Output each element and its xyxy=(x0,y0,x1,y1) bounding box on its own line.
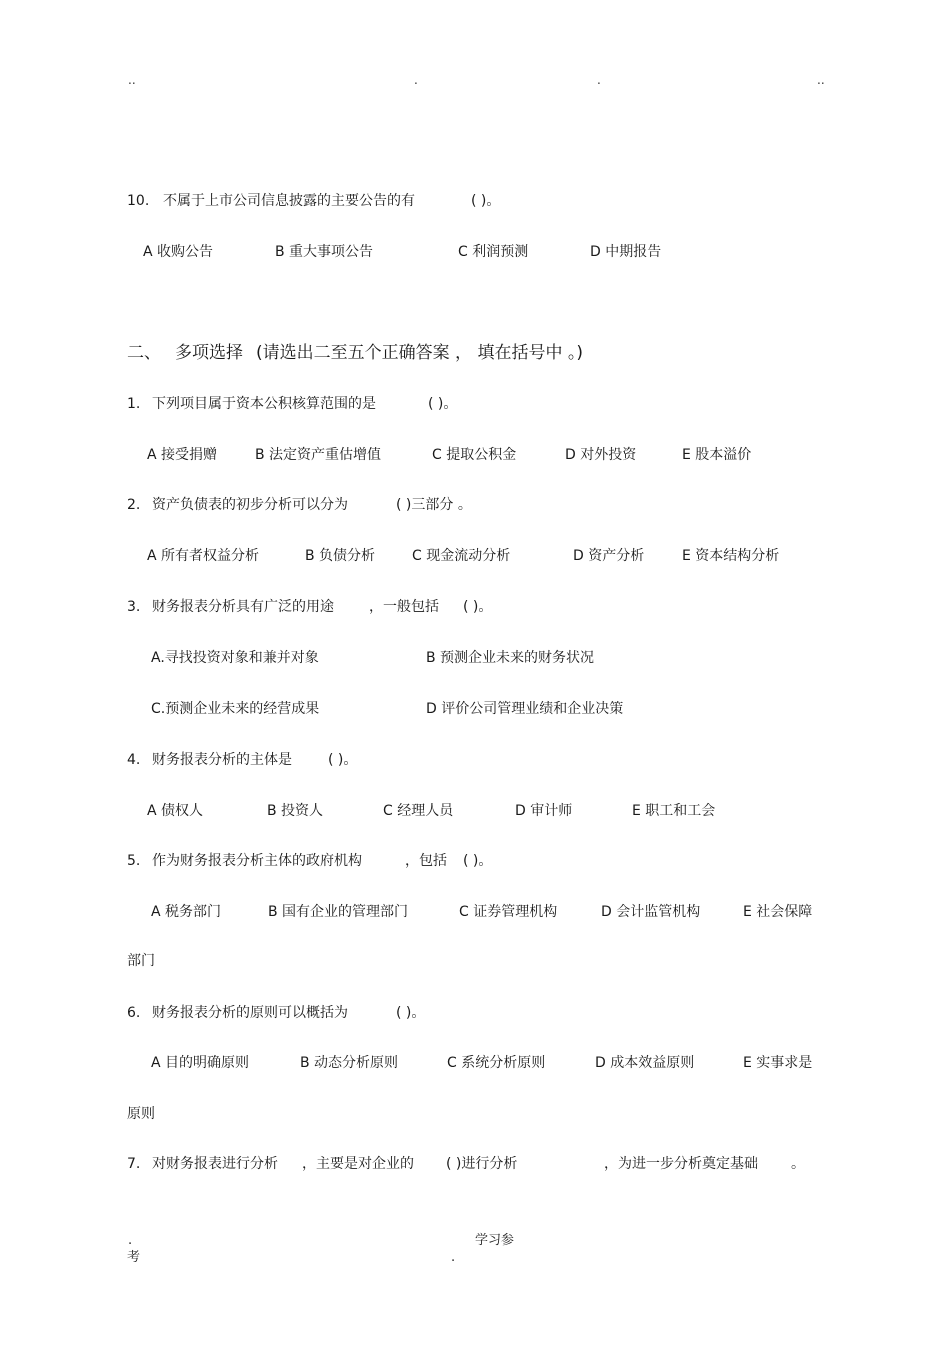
q4-blank: ( )。 xyxy=(328,752,358,768)
q2-option-a: A 所有者权益分析 xyxy=(147,548,260,564)
header-mark-3: . xyxy=(597,73,601,87)
q2-option-b: B 负债分析 xyxy=(305,548,376,564)
header-mark-2: . xyxy=(414,73,418,87)
q10-option-a: A 收购公告 xyxy=(143,244,214,260)
q3-option-c: C.预测企业未来的经营成果 xyxy=(151,701,320,717)
q5-number: 5. xyxy=(127,853,141,869)
q6-option-e: E 实事求是 xyxy=(743,1055,813,1071)
q4-option-e: E 职工和工会 xyxy=(632,803,716,819)
q6-option-d: D 成本效益原则 xyxy=(595,1055,695,1071)
q4-number: 4. xyxy=(127,752,141,768)
q3-number: 3. xyxy=(127,599,141,615)
q1-option-a: A 接受捐赠 xyxy=(147,447,218,463)
section-instruction: (请选出二至五个正确答案 ， 填在括号中 。) xyxy=(256,343,583,363)
header-mark-1: .. xyxy=(128,73,136,87)
q1-option-b: B 法定资产重估增值 xyxy=(255,447,382,463)
q7-mid1: ，主要是对企业的 xyxy=(302,1156,414,1172)
q1-option-e: E 股本溢价 xyxy=(682,447,752,463)
q4-option-b: B 投资人 xyxy=(267,803,324,819)
q10-blank: ( )。 xyxy=(471,193,501,209)
q7-blank: ( )进行分析 xyxy=(446,1156,518,1172)
q3-text: 财务报表分析具有广泛的用途 xyxy=(152,599,334,615)
q5-option-d: D 会计监管机构 xyxy=(601,904,701,920)
header-mark-4: .. xyxy=(817,73,825,87)
q6-text: 财务报表分析的原则可以概括为 xyxy=(152,1005,348,1021)
q7-end: 。 xyxy=(791,1156,805,1172)
q6-blank: ( )。 xyxy=(396,1005,426,1021)
q7-mid2: ，为进一步分析奠定基础 xyxy=(604,1156,758,1172)
footer-dot-right: . xyxy=(451,1250,456,1265)
q5-option-c: C 证券管理机构 xyxy=(459,904,558,920)
q3-option-d: D 评价公司管理业绩和企业决策 xyxy=(426,701,624,717)
section-title: 多项选择 xyxy=(175,343,243,363)
q4-option-c: C 经理人员 xyxy=(383,803,454,819)
q5-option-e: E 社会保障 xyxy=(743,904,813,920)
q5-mid: ，包括 xyxy=(405,853,447,869)
q1-option-d: D 对外投资 xyxy=(565,447,637,463)
footer-left: 考 xyxy=(127,1250,141,1265)
q2-option-c: C 现金流动分析 xyxy=(412,548,511,564)
q4-option-a: A 债权人 xyxy=(147,803,204,819)
q3-option-a: A.寻找投资对象和兼并对象 xyxy=(151,650,319,666)
footer-center: 学习参 xyxy=(475,1233,515,1248)
q3-blank: ( )。 xyxy=(463,599,493,615)
q2-blank: ( )三部分 。 xyxy=(396,497,472,513)
q2-text: 资产负债表的初步分析可以分为 xyxy=(152,497,348,513)
q1-option-c: C 提取公积金 xyxy=(432,447,517,463)
q5-option-e-wrap: 部门 xyxy=(127,953,155,969)
q10-option-b: B 重大事项公告 xyxy=(275,244,374,260)
q6-option-b: B 动态分析原则 xyxy=(300,1055,399,1071)
q5-option-a: A 税务部门 xyxy=(151,904,222,920)
q10-text: 不属于上市公司信息披露的主要公告的有 xyxy=(163,193,415,209)
q2-option-e: E 资本结构分析 xyxy=(682,548,780,564)
q2-number: 2. xyxy=(127,497,141,513)
q1-number: 1. xyxy=(127,396,141,412)
q6-option-c: C 系统分析原则 xyxy=(447,1055,546,1071)
q10-option-d: D 中期报告 xyxy=(590,244,662,260)
q7-number: 7. xyxy=(127,1156,141,1172)
q7-text: 对财务报表进行分析 xyxy=(152,1156,278,1172)
q10-number: 10. xyxy=(127,193,150,209)
section-number: 二、 xyxy=(127,343,161,363)
q10-option-c: C 利润预测 xyxy=(458,244,529,260)
footer-dot-left: . xyxy=(128,1233,133,1248)
q5-option-b: B 国有企业的管理部门 xyxy=(268,904,409,920)
q6-option-e-wrap: 原则 xyxy=(127,1106,155,1122)
q3-option-b: B 预测企业未来的财务状况 xyxy=(426,650,595,666)
q4-text: 财务报表分析的主体是 xyxy=(152,752,292,768)
q5-blank: ( )。 xyxy=(463,853,493,869)
q6-number: 6. xyxy=(127,1005,141,1021)
q5-text: 作为财务报表分析主体的政府机构 xyxy=(152,853,362,869)
q1-text: 下列项目属于资本公积核算范围的是 xyxy=(152,396,376,412)
q3-mid: ，一般包括 xyxy=(369,599,439,615)
q2-option-d: D 资产分析 xyxy=(573,548,645,564)
q4-option-d: D 审计师 xyxy=(515,803,573,819)
q6-option-a: A 目的明确原则 xyxy=(151,1055,250,1071)
q1-blank: ( )。 xyxy=(428,396,458,412)
